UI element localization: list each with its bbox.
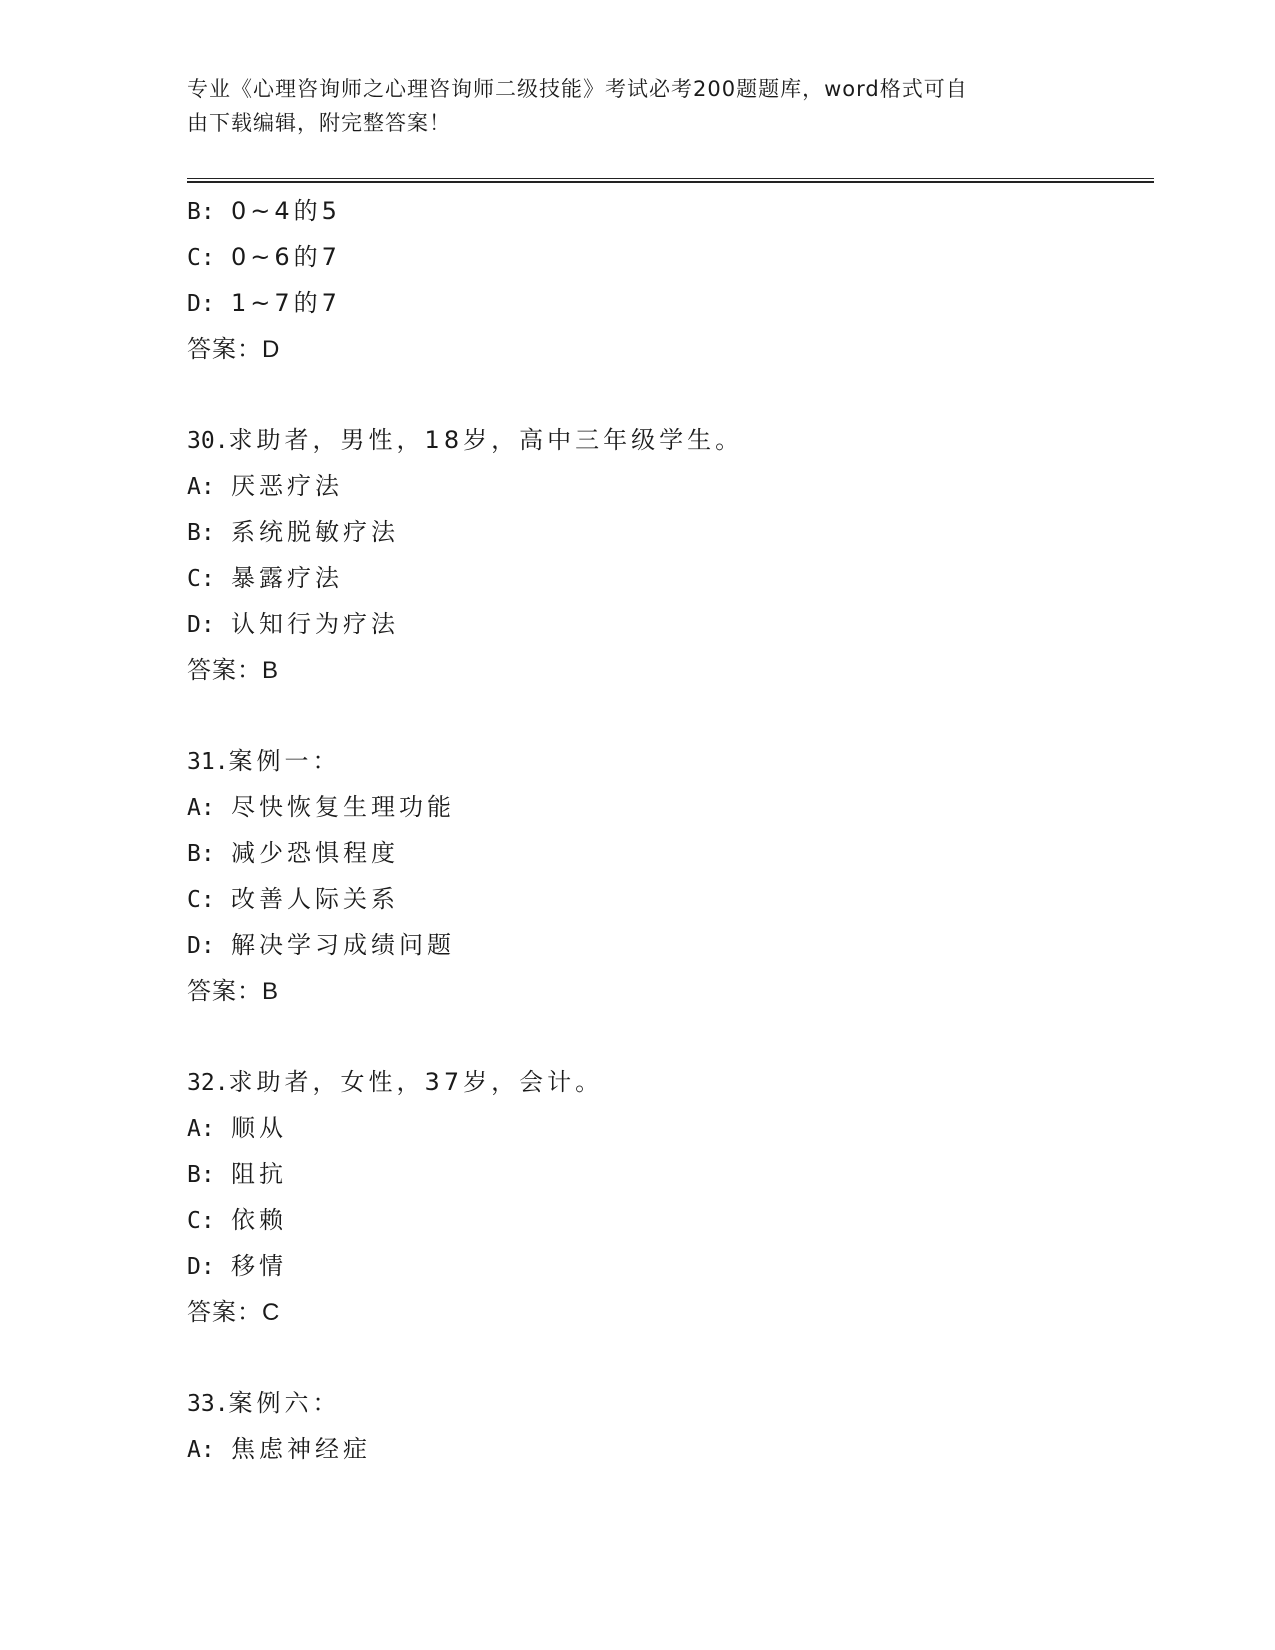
option-text: 阻抗 xyxy=(231,1160,287,1188)
question-text: 求助者，男性，18岁，高中三年级学生。 xyxy=(228,426,744,454)
option-row xyxy=(187,876,1147,922)
question-stem xyxy=(187,1380,1147,1426)
option-text: 0~6的7 xyxy=(231,243,341,271)
option-letter: D: xyxy=(187,612,215,638)
answer-row xyxy=(187,968,1147,1014)
option-text: 尽快恢复生理功能 xyxy=(231,793,455,821)
option-text: 1~7的7 xyxy=(231,289,341,317)
option-text: 认知行为疗法 xyxy=(231,610,399,638)
answer-value: D xyxy=(262,336,281,363)
answer-value: B xyxy=(262,978,280,1005)
question-30 xyxy=(187,417,1147,693)
option-letter: C: xyxy=(187,245,215,271)
option-letter: D: xyxy=(187,291,215,317)
answer-row xyxy=(187,1289,1147,1335)
option-text: 顺从 xyxy=(231,1114,287,1142)
answer-label: 答案： xyxy=(187,977,262,1005)
option-text: 0~4的5 xyxy=(231,197,341,225)
option-letter: A: xyxy=(187,1116,215,1142)
question-33 xyxy=(187,1380,1147,1472)
option-letter: C: xyxy=(187,566,215,592)
answer-row xyxy=(187,326,1147,372)
option-text: 厌恶疗法 xyxy=(231,472,343,500)
question-number: 32. xyxy=(187,1070,229,1096)
option-row xyxy=(187,1243,1147,1289)
option-letter: B: xyxy=(187,199,215,225)
answer-label: 答案： xyxy=(187,1298,262,1326)
answer-row xyxy=(187,647,1147,693)
option-row xyxy=(187,922,1147,968)
option-row xyxy=(187,1105,1147,1151)
question-stem xyxy=(187,417,1147,463)
option-text: 暴露疗法 xyxy=(231,564,343,592)
option-text: 系统脱敏疗法 xyxy=(231,518,399,546)
option-letter: B: xyxy=(187,841,215,867)
option-row xyxy=(187,188,1147,234)
question-list xyxy=(187,188,1147,1472)
option-letter: B: xyxy=(187,1162,215,1188)
question-number: 33. xyxy=(187,1391,229,1417)
option-row xyxy=(187,234,1147,280)
option-text: 依赖 xyxy=(231,1206,287,1234)
option-text: 减少恐惧程度 xyxy=(231,839,399,867)
option-text: 解决学习成绩问题 xyxy=(231,931,455,959)
option-letter: C: xyxy=(187,1208,215,1234)
option-text: 改善人际关系 xyxy=(231,885,399,913)
option-row xyxy=(187,1151,1147,1197)
question-31 xyxy=(187,738,1147,1014)
option-row xyxy=(187,555,1147,601)
option-letter: D: xyxy=(187,933,215,959)
option-letter: D: xyxy=(187,1254,215,1280)
header-intro-line-2: 由下载编辑，附完整答案！ xyxy=(187,111,451,135)
question-stem xyxy=(187,738,1147,784)
answer-value: B xyxy=(262,657,280,684)
document-header xyxy=(187,72,1067,140)
question-text: 案例六： xyxy=(228,1389,341,1417)
answer-value: C xyxy=(262,1299,281,1326)
option-row xyxy=(187,1426,1147,1472)
option-row xyxy=(187,784,1147,830)
answer-label: 答案： xyxy=(187,656,262,684)
option-row xyxy=(187,601,1147,647)
option-text: 焦虑神经症 xyxy=(231,1435,371,1463)
option-row xyxy=(187,1197,1147,1243)
option-letter: C: xyxy=(187,887,215,913)
answer-label: 答案： xyxy=(187,335,262,363)
option-letter: A: xyxy=(187,474,215,500)
option-letter: B: xyxy=(187,520,215,546)
option-letter: A: xyxy=(187,795,215,821)
option-row xyxy=(187,509,1147,555)
continued-question xyxy=(187,188,1147,372)
header-divider xyxy=(187,178,1154,183)
header-intro-line-1: 专业《心理咨询师之心理咨询师二级技能》考试必考200题题库，word格式可自 xyxy=(187,77,968,101)
option-row xyxy=(187,463,1147,509)
option-row xyxy=(187,830,1147,876)
question-number: 30. xyxy=(187,428,229,454)
question-text: 案例一： xyxy=(228,747,341,775)
option-text: 移情 xyxy=(231,1252,287,1280)
question-32 xyxy=(187,1059,1147,1335)
question-text: 求助者，女性，37岁，会计。 xyxy=(228,1068,604,1096)
option-row xyxy=(187,280,1147,326)
question-stem xyxy=(187,1059,1147,1105)
question-number: 31. xyxy=(187,749,229,775)
option-letter: A: xyxy=(187,1437,215,1463)
